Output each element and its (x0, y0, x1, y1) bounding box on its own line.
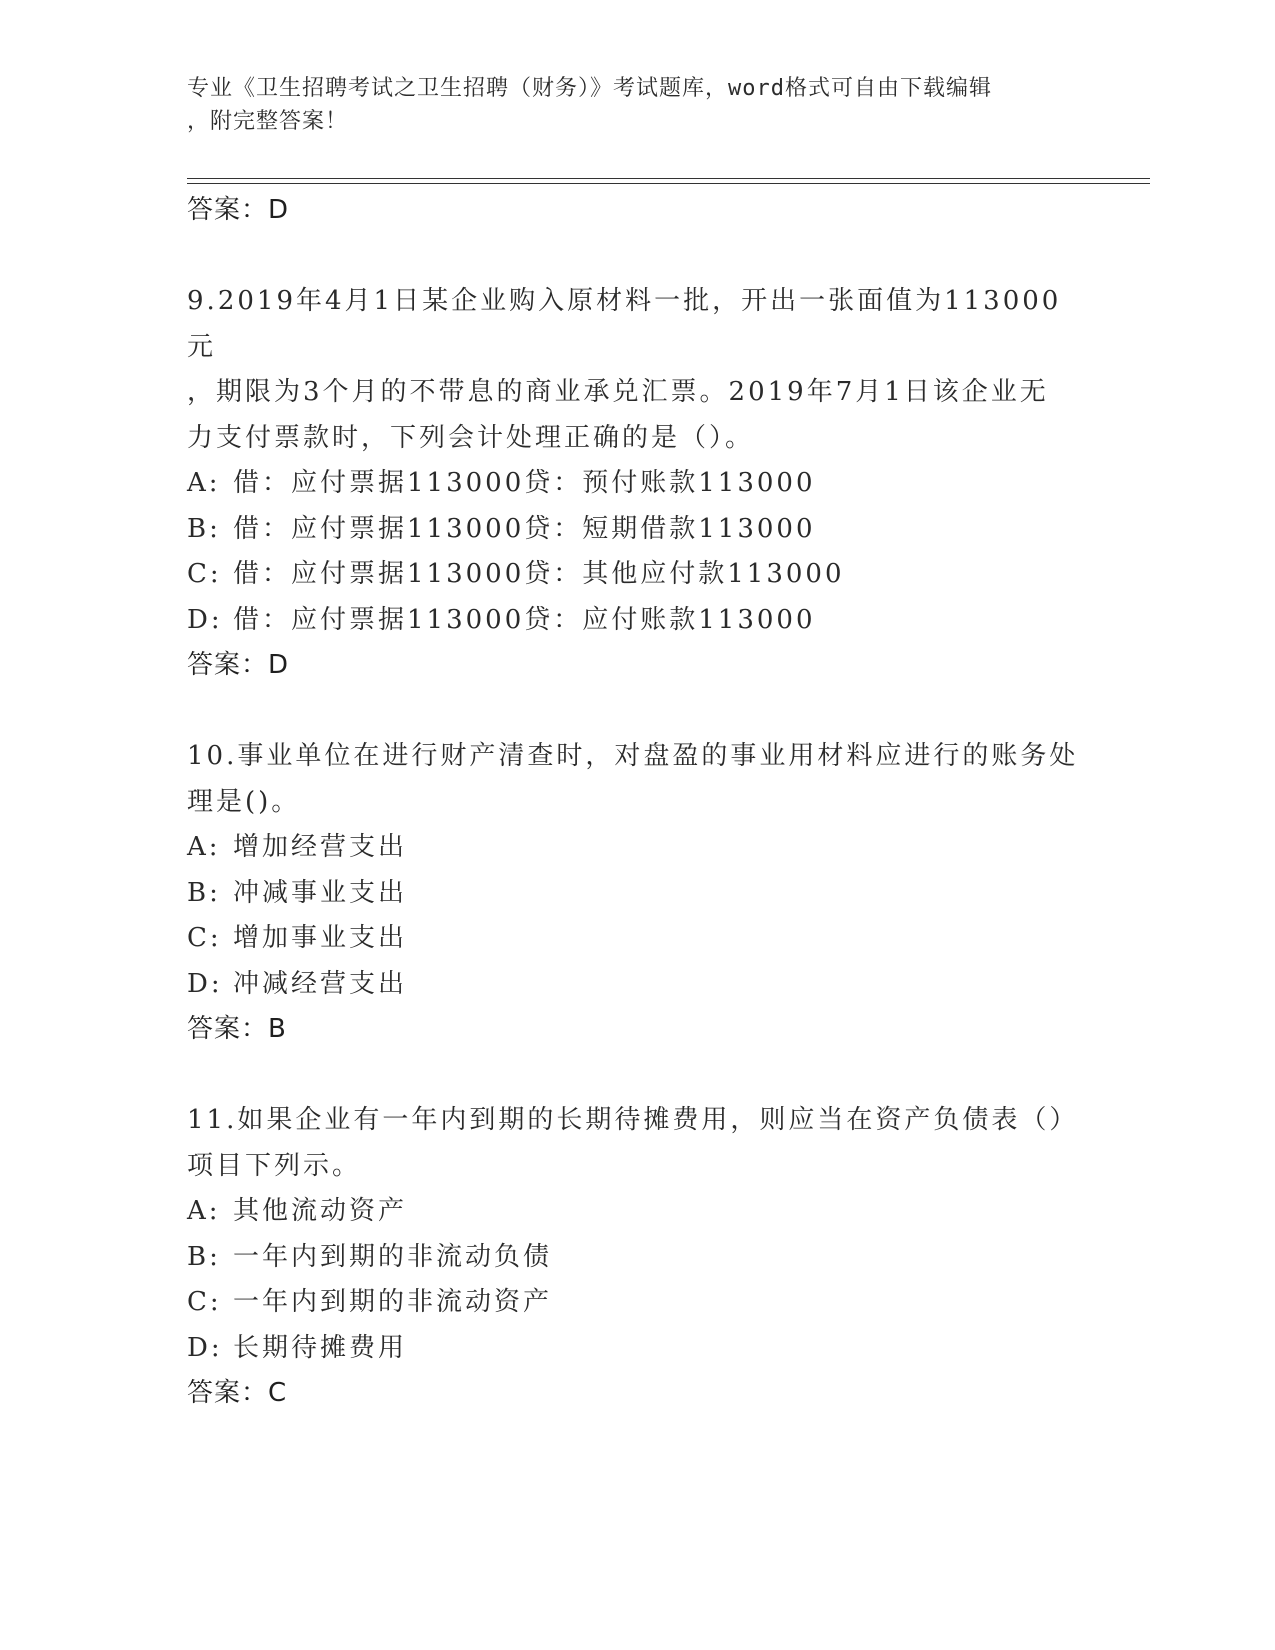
question-stem (187, 279, 1087, 461)
stem-line: ，期限为3个月的不带息的商业承兑汇票。2019年7月1日该企业无 (187, 377, 1049, 407)
question-11 (187, 1098, 1087, 1416)
option-letter: A: (187, 468, 221, 498)
document-body (187, 188, 1087, 1416)
option-d (187, 962, 1087, 1008)
option-text: 冲减事业支出 (233, 877, 408, 908)
option-letter: A: (187, 832, 221, 862)
option-b (187, 507, 1087, 553)
option-d (187, 1326, 1087, 1372)
option-letter: C: (187, 923, 222, 953)
question-number: 11. (187, 1105, 238, 1135)
option-text: 其他流动资产 (233, 1196, 408, 1226)
option-text: 长期待摊费用 (233, 1332, 408, 1363)
option-letter: D: (187, 604, 223, 635)
option-text: 冲减经营支出 (233, 968, 408, 999)
option-letter: D: (187, 1332, 223, 1363)
spacer (187, 1052, 1087, 1098)
option-b (187, 1235, 1087, 1281)
option-c (187, 916, 1087, 962)
option-letter: B: (187, 513, 221, 544)
option-text: 增加事业支出 (233, 923, 408, 953)
option-letter: B: (187, 1241, 221, 1272)
option-text: 借：应付票据113000贷：其他应付款113000 (233, 559, 845, 589)
option-b (187, 871, 1087, 917)
question-number: 9. (187, 286, 218, 316)
option-c (187, 552, 1087, 598)
answer: 答案：B (187, 1014, 287, 1044)
question-stem (187, 734, 1087, 825)
stem-line: 力支付票款时，下列会计处理正确的是（）。 (187, 422, 755, 453)
option-a (187, 1189, 1087, 1235)
stem-line: 理是()。 (187, 786, 301, 817)
option-text: 增加经营支出 (233, 832, 408, 862)
option-letter: D: (187, 968, 223, 999)
answer: 答案：C (187, 1378, 288, 1408)
header-line-2: ，附完整答案！ (187, 109, 349, 134)
option-text: 借：应付票据113000贷：短期借款113000 (233, 513, 816, 544)
previous-answer: 答案：D (187, 195, 290, 225)
option-text: 借：应付票据113000贷：应付账款113000 (233, 604, 816, 635)
spacer (187, 233, 1087, 279)
option-letter: C: (187, 1287, 222, 1317)
stem-line: 9.2019年4月1日某企业购入原材料一批，开出一张面值为113000元 (187, 286, 1062, 362)
option-text: 一年内到期的非流动资产 (233, 1287, 553, 1317)
option-a (187, 825, 1087, 871)
option-a (187, 461, 1087, 507)
question-stem (187, 1098, 1087, 1189)
header-divider-top (187, 178, 1150, 179)
stem-line: 11.如果企业有一年内到期的长期待摊费用，则应当在资产负债表（） (187, 1105, 1079, 1135)
option-letter: A: (187, 1196, 221, 1226)
option-letter: B: (187, 877, 221, 908)
option-text: 借：应付票据113000贷：预付账款113000 (233, 468, 816, 498)
stem-line: 项目下列示。 (187, 1150, 362, 1181)
option-text: 一年内到期的非流动负债 (233, 1241, 553, 1272)
question-10 (187, 734, 1087, 1052)
spacer (187, 688, 1087, 734)
option-c (187, 1280, 1087, 1326)
stem-line: 10.事业单位在进行财产清查时，对盘盈的事业用材料应进行的账务处 (187, 741, 1079, 771)
option-d (187, 598, 1087, 644)
option-letter: C: (187, 559, 222, 589)
header-line-1: 专业《卫生招聘考试之卫生招聘（财务）》考试题库，word格式可自由下载编辑 (187, 76, 992, 101)
document-header (187, 72, 1067, 138)
answer: 答案：D (187, 650, 290, 680)
question-number: 10. (187, 741, 238, 771)
question-9 (187, 279, 1087, 688)
header-divider-bottom (187, 183, 1150, 184)
